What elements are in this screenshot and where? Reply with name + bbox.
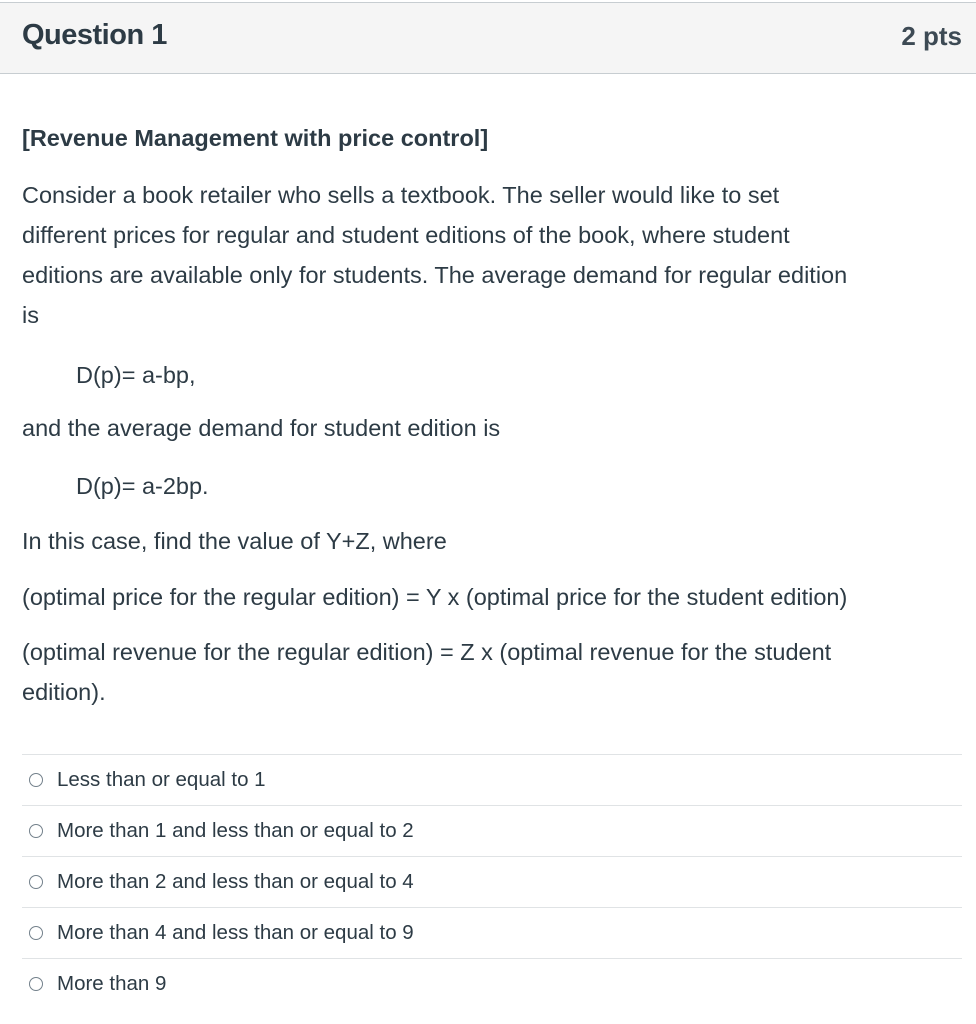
text-line: different prices for regular and student editions of the book, where student [22, 222, 790, 248]
radio-button[interactable] [29, 824, 43, 838]
answer-option[interactable] [22, 805, 962, 856]
answer-label: More than 4 and less than or equal to 9 [57, 921, 414, 944]
question-paragraph-3: In this case, find the value of Y+Z, where [22, 528, 447, 554]
question-points: 2 pts [901, 21, 962, 51]
radio-button[interactable] [29, 926, 43, 940]
text-line: edition). [22, 679, 106, 705]
text-line: editions are available only for students. The average demand for regular edition [22, 262, 848, 288]
answer-list [22, 754, 962, 1009]
answer-option[interactable] [22, 754, 962, 805]
question-paragraph-4: (optimal price for the regular edition) = Y x (optimal price for the student edition) [22, 584, 848, 610]
answer-label: More than 9 [57, 972, 167, 995]
question-paragraph-2: and the average demand for student edition is [22, 415, 501, 441]
radio-button[interactable] [29, 875, 43, 889]
answer-label: More than 2 and less than or equal to 4 [57, 870, 414, 893]
question-title: Question 1 [22, 19, 167, 51]
answer-option[interactable] [22, 958, 962, 1009]
question-paragraph-1 [22, 175, 962, 335]
question-heading: [Revenue Management with price control] [22, 125, 489, 151]
formula-student: D(p)= a-2bp. [76, 473, 209, 499]
formula-regular: D(p)= a-bp, [76, 362, 196, 388]
answer-label: Less than or equal to 1 [57, 768, 266, 791]
text-line: is [22, 302, 39, 328]
text-line: Consider a book retailer who sells a textbook. The seller would like to set [22, 182, 780, 208]
answer-option[interactable] [22, 907, 962, 958]
answer-label: More than 1 and less than or equal to 2 [57, 819, 414, 842]
question-paragraph-5 [22, 632, 962, 712]
radio-button[interactable] [29, 977, 43, 991]
text-line: (optimal revenue for the regular edition) = Z x (optimal revenue for the student [22, 639, 832, 665]
answer-option[interactable] [22, 856, 962, 907]
question-header [0, 2, 976, 74]
radio-button[interactable] [29, 773, 43, 787]
